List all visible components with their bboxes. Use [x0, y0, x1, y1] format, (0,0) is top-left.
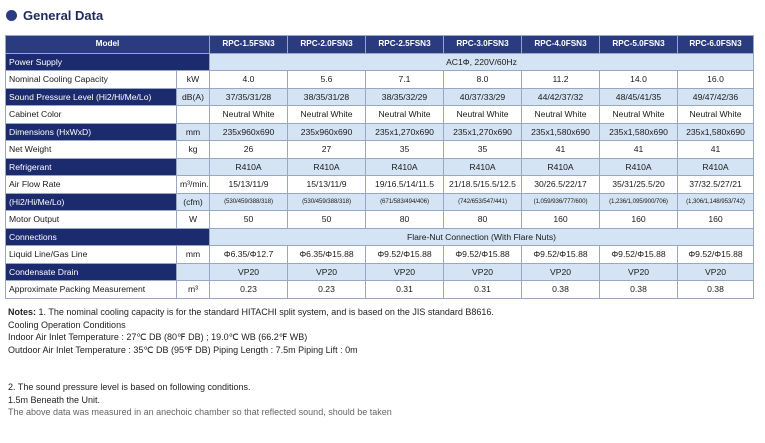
table-cell: (530/459/388/318) — [210, 193, 288, 211]
table-cell: 15/13/11/9 — [288, 176, 366, 194]
table-cell: 4.0 — [210, 71, 288, 89]
row-unit: mm — [177, 123, 210, 141]
table-cell: 235x1,580x690 — [678, 123, 754, 141]
note-1-text: 1. The nominal cooling capacity is for the standard HITACHI split system, and is based on the JIS standard B8616. — [36, 307, 494, 317]
model-name: RPC-3.0FSN3 — [444, 36, 522, 54]
table-cell: Neutral White — [522, 106, 600, 124]
note-line-4: Outdoor Air Inlet Temperature : 35℃ DB (95℉ DB) Piping Length : 7.5m Piping Lift : 0m — [8, 344, 358, 355]
model-header: Model — [6, 36, 210, 54]
table-row — [6, 176, 754, 194]
table-cell: R410A — [210, 158, 288, 176]
table-row — [6, 141, 754, 159]
table-cell: 16.0 — [678, 71, 754, 89]
row-label: Liquid Line/Gas Line — [6, 246, 177, 264]
row-unit: (cfm) — [177, 193, 210, 211]
table-cell: 235x1,580x690 — [600, 123, 678, 141]
row-label: Motor Output — [6, 211, 177, 229]
table-cell: Neutral White — [288, 106, 366, 124]
table-cell: 235x960x690 — [288, 123, 366, 141]
row-label: Connections — [6, 228, 210, 246]
table-cell: 80 — [444, 211, 522, 229]
table-cell: Φ9.52/Φ15.88 — [522, 246, 600, 264]
table-cell: VP20 — [366, 263, 444, 281]
table-cell: Φ9.52/Φ15.88 — [444, 246, 522, 264]
table-cell: 0.38 — [678, 281, 754, 299]
table-row — [6, 228, 754, 246]
row-unit — [177, 158, 210, 176]
table-cell: R410A — [288, 158, 366, 176]
table-cell: 15/13/11/9 — [210, 176, 288, 194]
table-row — [6, 71, 754, 89]
model-name: RPC-5.0FSN3 — [600, 36, 678, 54]
table-cell: VP20 — [444, 263, 522, 281]
table-cell: 30/26.5/22/17 — [522, 176, 600, 194]
table-cell: 160 — [600, 211, 678, 229]
table-cell: 11.2 — [522, 71, 600, 89]
note-line-2: Cooling Operation Conditions — [8, 319, 126, 330]
model-name: RPC-2.0FSN3 — [288, 36, 366, 54]
table-cell: 49/47/42/36 — [678, 88, 754, 106]
note-line-5: 2. The sound pressure level is based on following conditions. — [8, 382, 251, 392]
table-cell: R410A — [678, 158, 754, 176]
table-cell: 41 — [600, 141, 678, 159]
row-label: Dimensions (HxWxD) — [6, 123, 177, 141]
table-cell: 40/37/33/29 — [444, 88, 522, 106]
table-cell: 48/45/41/35 — [600, 88, 678, 106]
table-row — [6, 106, 754, 124]
row-value: AC1Φ, 220V/60Hz — [210, 53, 754, 71]
table-cell: 44/42/37/32 — [522, 88, 600, 106]
table-cell: VP20 — [210, 263, 288, 281]
table-cell: (1,059/936/777/600) — [522, 193, 600, 211]
row-label: Condensate Drain — [6, 263, 177, 281]
table-cell: 41 — [522, 141, 600, 159]
table-cell: 7.1 — [366, 71, 444, 89]
row-label: Air Flow Rate — [6, 176, 177, 194]
spec-table-body — [6, 36, 754, 299]
table-cell: (742/653/547/441) — [444, 193, 522, 211]
bullet-dot-icon — [6, 10, 17, 21]
model-name: RPC-4.0FSN3 — [522, 36, 600, 54]
table-cell: 35/31/25.5/20 — [600, 176, 678, 194]
row-value: Flare-Nut Connection (With Flare Nuts) — [210, 228, 754, 246]
table-cell: Neutral White — [678, 106, 754, 124]
table-cell: 8.0 — [444, 71, 522, 89]
table-cell: 21/18.5/15.5/12.5 — [444, 176, 522, 194]
table-cell: 160 — [522, 211, 600, 229]
table-cell: 0.31 — [444, 281, 522, 299]
note-line-1 — [8, 306, 494, 319]
table-cell: VP20 — [600, 263, 678, 281]
table-cell: Φ9.52/Φ15.88 — [366, 246, 444, 264]
table-cell: 27 — [288, 141, 366, 159]
table-cell: 19/16.5/14/11.5 — [366, 176, 444, 194]
table-cell: VP20 — [522, 263, 600, 281]
table-cell: Neutral White — [366, 106, 444, 124]
row-label: Net Weight — [6, 141, 177, 159]
note-line-7: The above data was measured in an anechoic chamber so that reflected sound, should be taken — [8, 407, 392, 417]
table-cell: 80 — [366, 211, 444, 229]
spec-table — [5, 35, 754, 299]
note-line-6: 1.5m Beneath the Unit. — [8, 394, 101, 405]
table-cell: 41 — [678, 141, 754, 159]
table-cell: 35 — [444, 141, 522, 159]
table-cell: 235x1,580x690 — [522, 123, 600, 141]
notes-label: Notes: — [8, 307, 37, 317]
table-row — [6, 281, 754, 299]
row-unit — [177, 106, 210, 124]
row-label: Power Supply — [6, 53, 210, 71]
table-cell: 37/32.5/27/21 — [678, 176, 754, 194]
table-cell: 37/35/31/28 — [210, 88, 288, 106]
table-cell: 235x1,270x690 — [366, 123, 444, 141]
row-unit: dB(A) — [177, 88, 210, 106]
table-cell: 5.6 — [288, 71, 366, 89]
row-unit: W — [177, 211, 210, 229]
note-line-3: Indoor Air Inlet Temperature : 27℃ DB (80℉ DB) ; 19.0℃ WB (66.2℉ WB) — [8, 332, 308, 342]
row-label: Refrigerant — [6, 158, 177, 176]
row-label: Sound Pressure Level (Hi2/Hi/Me/Lo) — [6, 88, 177, 106]
table-row — [6, 211, 754, 229]
row-label: Approximate Packing Measurement — [6, 281, 177, 299]
table-cell: 38/35/31/28 — [288, 88, 366, 106]
model-name: RPC-6.0FSN3 — [678, 36, 754, 54]
table-cell: 0.23 — [288, 281, 366, 299]
table-cell: Φ6.35/Φ12.7 — [210, 246, 288, 264]
table-cell: Neutral White — [210, 106, 288, 124]
table-row — [6, 123, 754, 141]
table-cell: 160 — [678, 211, 754, 229]
table-cell: Φ9.52/Φ15.88 — [600, 246, 678, 264]
table-cell: 0.38 — [600, 281, 678, 299]
row-unit: mm — [177, 246, 210, 264]
table-cell: Φ9.52/Φ15.88 — [678, 246, 754, 264]
table-cell: 235x1,270x690 — [444, 123, 522, 141]
table-cell: 235x960x690 — [210, 123, 288, 141]
table-cell: (530/459/388/318) — [288, 193, 366, 211]
row-label: (Hi2/Hi/Me/Lo) — [6, 193, 177, 211]
table-cell: 38/35/32/29 — [366, 88, 444, 106]
table-cell: 50 — [210, 211, 288, 229]
table-cell: R410A — [522, 158, 600, 176]
row-unit: m³/min. — [177, 176, 210, 194]
table-cell: (1,306/1,148/953/742) — [678, 193, 754, 211]
table-cell: 14.0 — [600, 71, 678, 89]
table-cell: 0.23 — [210, 281, 288, 299]
model-name: RPC-2.5FSN3 — [366, 36, 444, 54]
table-cell: Neutral White — [444, 106, 522, 124]
table-cell: 0.38 — [522, 281, 600, 299]
row-unit: kg — [177, 141, 210, 159]
table-row — [6, 246, 754, 264]
table-cell: (1,236/1,095/900/706) — [600, 193, 678, 211]
table-header-row — [6, 36, 754, 54]
table-cell: 0.31 — [366, 281, 444, 299]
table-cell: VP20 — [678, 263, 754, 281]
table-cell: R410A — [444, 158, 522, 176]
row-label: Nominal Cooling Capacity — [6, 71, 177, 89]
row-label: Cabinet Color — [6, 106, 177, 124]
table-cell: 50 — [288, 211, 366, 229]
table-row — [6, 88, 754, 106]
table-row — [6, 193, 754, 211]
table-row — [6, 158, 754, 176]
model-name: RPC-1.5FSN3 — [210, 36, 288, 54]
table-cell: Φ6.35/Φ15.88 — [288, 246, 366, 264]
row-unit: m³ — [177, 281, 210, 299]
table-cell: (671/583/494/406) — [366, 193, 444, 211]
table-cell: 26 — [210, 141, 288, 159]
table-cell: Neutral White — [600, 106, 678, 124]
table-cell: 35 — [366, 141, 444, 159]
notes-section — [8, 306, 494, 419]
table-cell: VP20 — [288, 263, 366, 281]
row-unit — [177, 263, 210, 281]
table-cell: R410A — [366, 158, 444, 176]
table-row — [6, 263, 754, 281]
table-row — [6, 53, 754, 71]
row-unit: kW — [177, 71, 210, 89]
table-cell: R410A — [600, 158, 678, 176]
section-header — [6, 6, 103, 24]
notes-gap — [8, 356, 494, 381]
section-title: General Data — [23, 7, 104, 23]
